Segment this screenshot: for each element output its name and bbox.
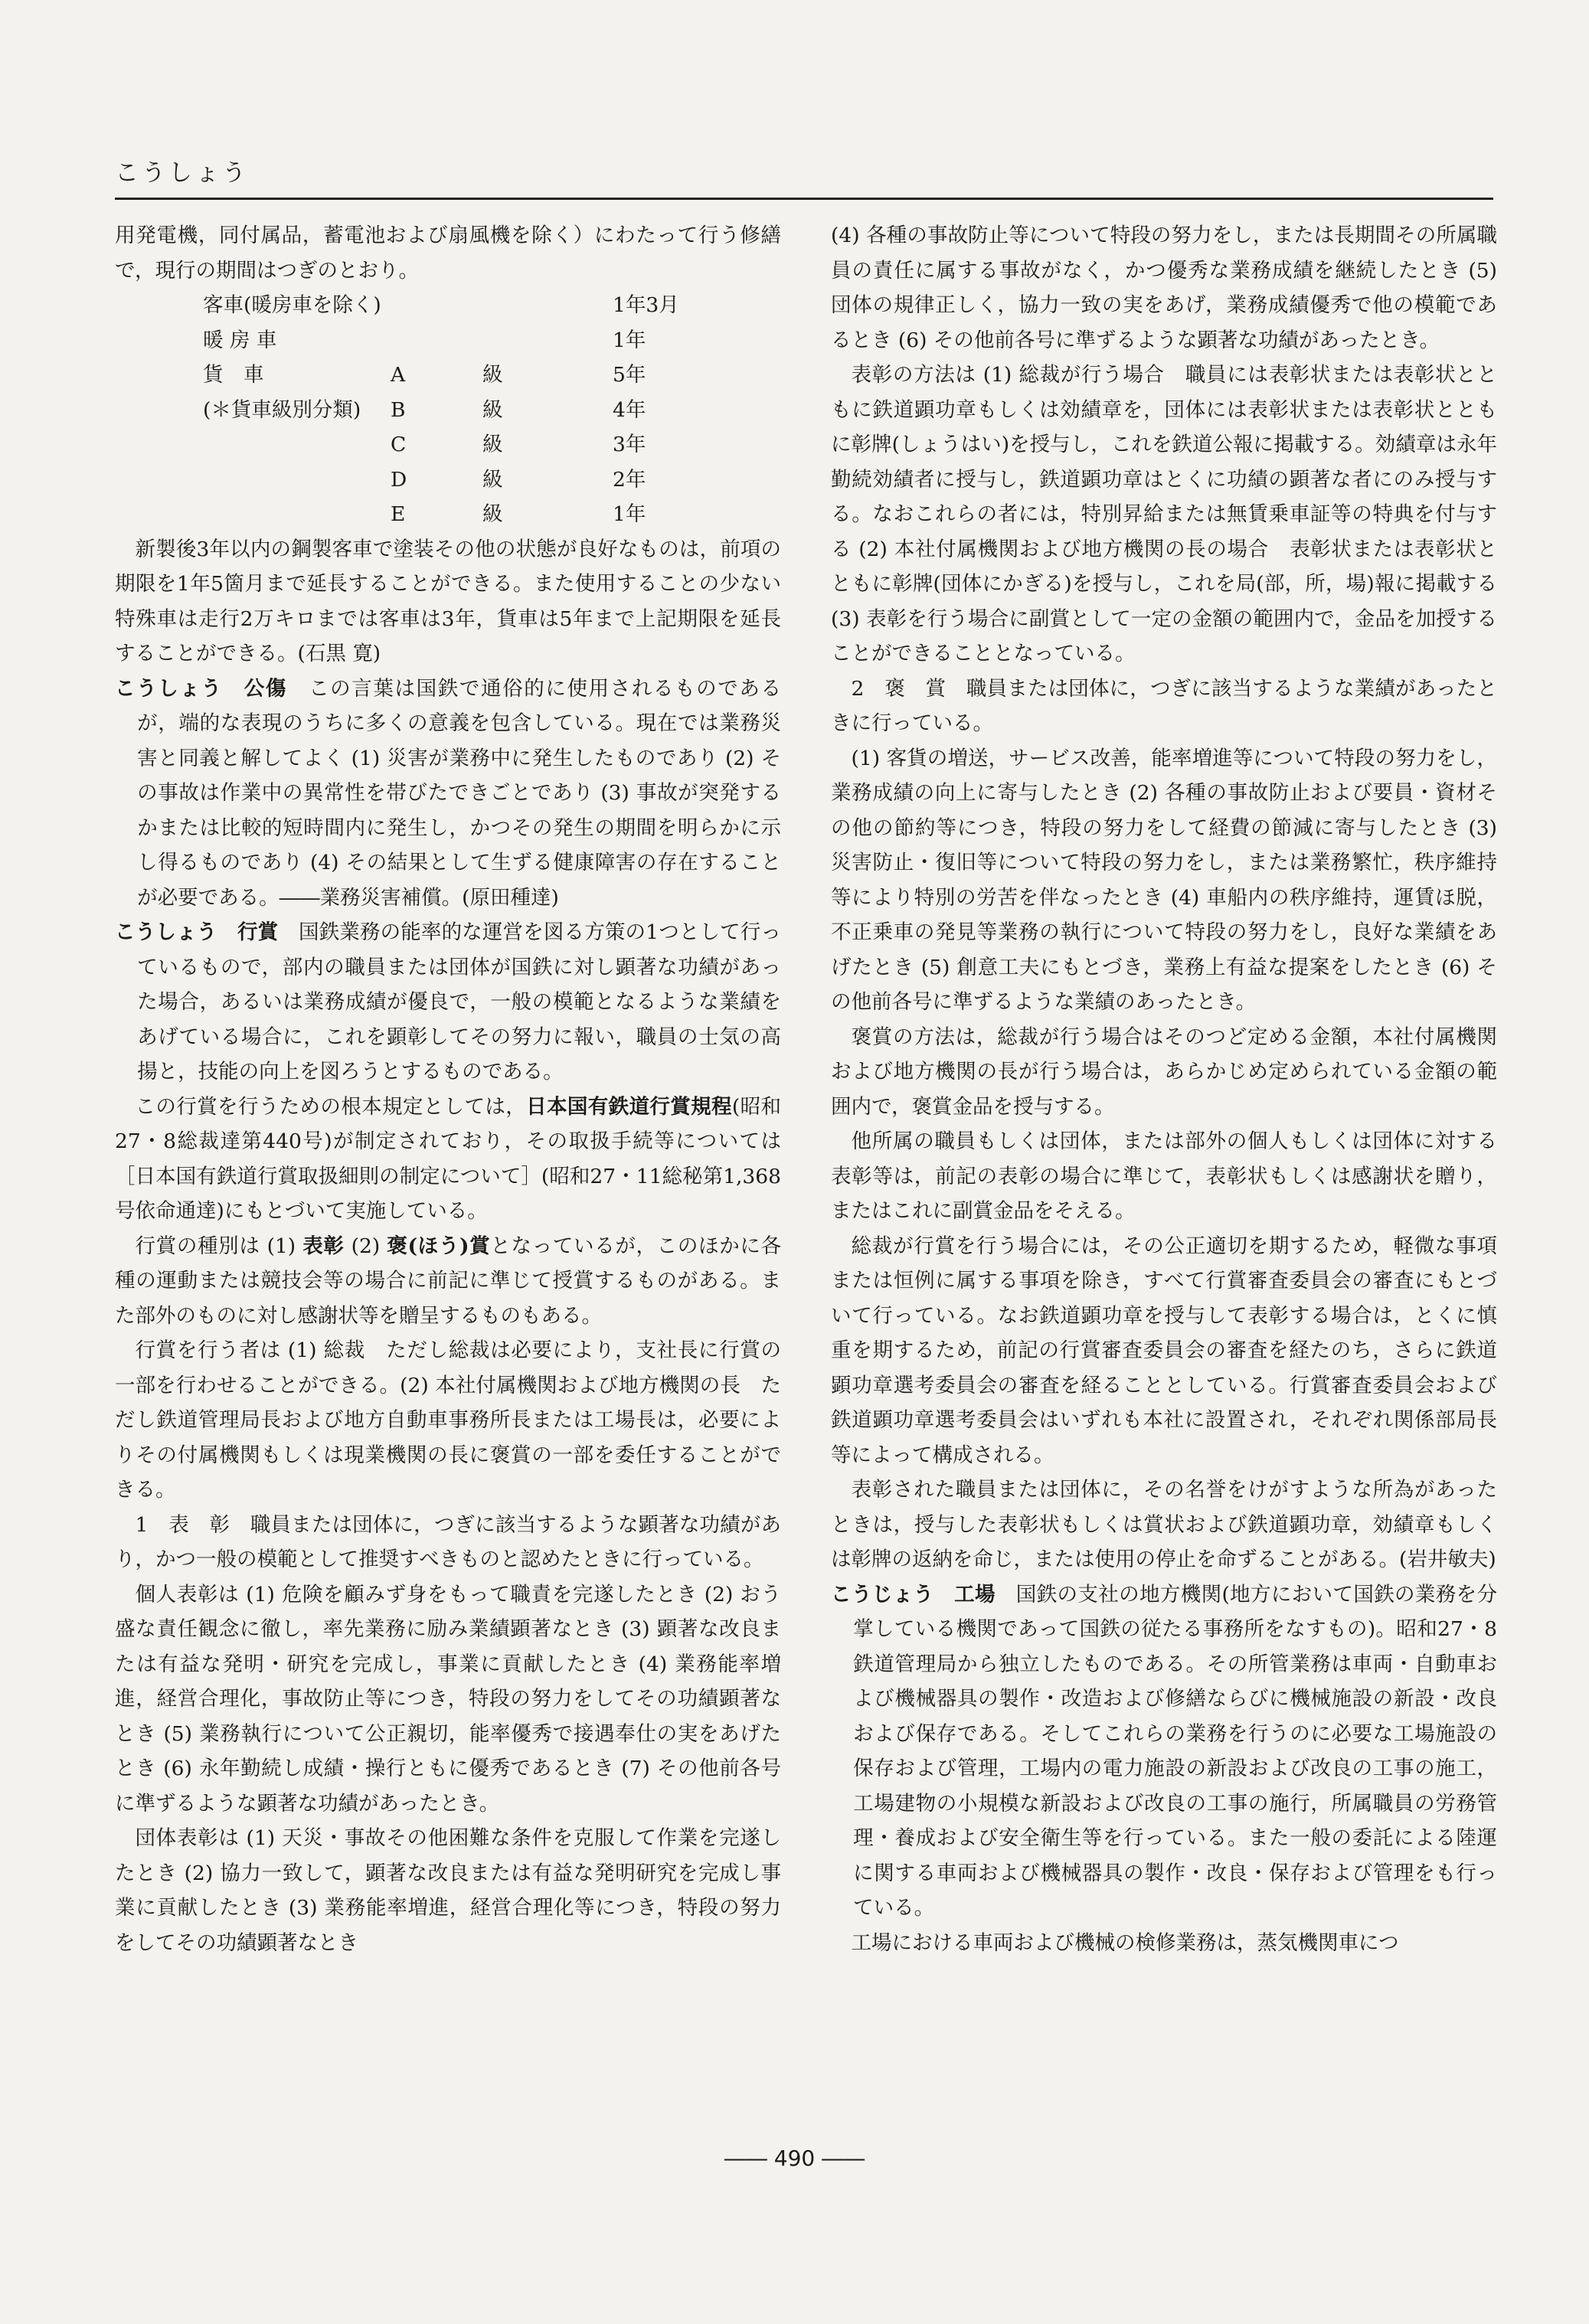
table-cell xyxy=(391,323,482,358)
left-column xyxy=(115,218,781,1960)
who-paragraph: 行賞を行う者は (1) 総裁 ただし総裁は必要により，支社長に行賞の一部を行わせることができる。(2) 本社付属機関および地方機関の長 ただし鉄道管理局長および地方自動車事務所長または工場長は，必要によりその付属機関もしくは現業機関の長に褒賞の一部を委任することができる。 xyxy=(115,1339,781,1502)
table-row xyxy=(115,323,781,358)
table-cell xyxy=(115,463,391,498)
running-header: こうしょう xyxy=(115,159,249,187)
rule-paragraph xyxy=(115,1090,781,1229)
header-rule xyxy=(115,198,1493,200)
group-paragraph: 団体表彰は (1) 天災・事故その他困難な条件を克服して作業を完遂したとき (2) 協力一致して，顕著な改良または有益な発明研究を完成し事業に貢献したとき (3) 業務能率増進，経営合理化等につき，特段の努力をしてその功績顕著なとき xyxy=(115,1826,781,1955)
right-column xyxy=(831,218,1497,1960)
table-cell: 1年3月 xyxy=(613,293,679,317)
continued-paragraph: (4) 各種の事故防止等について特段の努力をし，または長期間その所属職員の責任に属する事故がなく，かつ優秀な業務成績を継続したとき (5) 団体の規律正しく，協力一致の実をあげ，業務成績優秀で他の模範であるとき (6) その他前各号に準ずるような顕著な功績があったとき。 xyxy=(831,224,1497,352)
table-cell: 2年 xyxy=(613,467,646,492)
table-row xyxy=(115,427,781,463)
entry-koujou-factory xyxy=(831,1577,1497,1926)
table-cell: 客車(暖房車を除く) xyxy=(203,293,381,317)
text: この行賞を行うための根本規定としては， xyxy=(135,1094,527,1119)
table-cell: A xyxy=(391,363,406,387)
headword: こうしょう 公傷 xyxy=(115,676,287,701)
table-row xyxy=(115,288,781,323)
entry-koushou-injury xyxy=(115,672,781,916)
headword: こうじょう 工場 xyxy=(831,1582,996,1607)
table-cell: D xyxy=(391,467,407,492)
award-method-paragraph: 褒賞の方法は，総裁が行う場合はそのつど定める金額，本社付属機関および地方機関の長が行う場合は，あらかじめ定められている金額の範囲内で，褒賞金品を授与する。 xyxy=(831,1025,1497,1119)
intro-paragraph: 用発電機，同付属品，蓄電池および扇風機を除く）にわたって行う修繕で，現行の期間はつぎのとおり。 xyxy=(115,224,781,283)
table-row xyxy=(115,393,781,428)
reward-list-paragraph: (1) 客貨の増送，サービス改善，能率増進等について特段の努力をし，業務成績の向上に寄与したとき (2) 各種の事故防止および要員・資材その他の節約等につき，特段の努力をして経費の節減に寄与したとき (3) 災害防止・復旧等について特段の努力をし，または業務繁忙，秩序維持等により特別の労苦を伴なったとき (4) 車船内の秩序維持，運賃ほ脱，不正乗車の発見等業務の執行について特段の努力をし，良好な業績をあげたとき (5) 創意工夫にもとづき，業務上有益な提案をしたとき (6) その他前各号に準ずるような業績のあったとき。 xyxy=(831,746,1497,1014)
revoke-paragraph: 表彰された職員または団体に，その名誉をけがすような所為があったときは，授与した表彰状もしくは賞状および鉄道顕功章，効績章もしくは彰牌の返納を命じ，または使用の停止を命ずることがある。(岩井敏夫) xyxy=(831,1478,1497,1571)
table-cell: 3年 xyxy=(613,433,646,456)
table-cell: B xyxy=(391,397,406,422)
table-cell: 4年 xyxy=(613,397,646,422)
term: 表彰 xyxy=(302,1234,345,1258)
table-row xyxy=(115,497,781,532)
table-cell xyxy=(482,323,613,358)
table-cell: 級 xyxy=(482,467,503,492)
method-paragraph: 表彰の方法は (1) 総裁が行う場合 職員には表彰状または表彰状とともに鉄道顕功章もしくは効績章を，団体には表彰状または表彰状とともに彰牌(しょうはい)を授与し，これを鉄道公報に掲載する。効績章は永年勤続効績者に授与し，鉄道顕功章はとくに功績の顕著な者にのみ授与する。なおこれらの者には，特別昇給または無賃乗車証等の特典を付与する (2) 本社付属機関および地方機関の長の場合 表彰状または表彰状とともに彰牌(団体にかぎる)を授与し，これを局(部，所，場)報に掲載する (3) 表彰を行う場合に副賞として一定の金額の範囲内で，金品を加授することができることとなっている。 xyxy=(831,363,1497,665)
table-cell: 級 xyxy=(482,397,503,422)
table-cell: E xyxy=(391,502,406,526)
entry-text: 国鉄業務の能率的な運営を図る方策の1つとして行っているもので，部内の職員または団体が国鉄に対し顕著な功績があった場合，あるいは業務成績が優良で，一般の模範となるような業績をあげている場合に，これを顕彰してその努力に報い，職員の士気の高揚と，技能の向上を図ろうとするものである。 xyxy=(137,920,781,1084)
other-paragraph: 他所属の職員もしくは団体，または部外の個人もしくは団体に対する表彰等は，前記の表彰の場合に準じて，表彰状もしくは感謝状を贈り，またはこれに副賞金品をそえる。 xyxy=(831,1129,1497,1223)
entry-koushou-award xyxy=(115,915,781,1090)
table-cell: 級 xyxy=(482,502,503,526)
term: 褒(ほう)賞 xyxy=(387,1234,491,1258)
kind-paragraph xyxy=(115,1229,781,1334)
text: 行賞の種別は (1) xyxy=(135,1234,303,1258)
table-cell: 1年 xyxy=(613,328,646,352)
table-cell xyxy=(391,288,482,323)
table-cell xyxy=(115,497,391,532)
individual-paragraph: 個人表彰は (1) 危険を顧みず身をもって職責を完遂したとき (2) おう盛な責任観念に徹し，率先業務に励み業績顕著なとき (3) 顕著な改良または有益な発明・研究を完成し，事業に貢献したとき (4) 業務能率増進，経営合理化，事故防止等につき，特段の努力をしてその功績顕著なとき (5) 業務執行について公正親切，能率優秀で接遇奉仕の実をあげたとき (6) 永年勤続し成績・操行ともに優秀であるとき (7) その他前各号に準ずるような顕著な功績があったとき。 xyxy=(115,1582,781,1816)
entry-text: 国鉄の支社の地方機関(地方において国鉄の業務を分掌している機関であって国鉄の従たる事務所をなすもの)。昭和27・8鉄道管理局から独立したものである。その所管業務は車両・自動車および機械器具の製作・改造および修繕ならびに機械施設の新設・改良および保存である。そしてこれらの業務を行うのに必要な工場施設の保存および管理，工場内の電力施設の新設および改良の工事の施工，工場建物の小規模な新設および改良の工事の施行，所属職員の労務管理・養成および安全衛生等を行っている。また一般の委託による陸運に関する車両および機械器具の製作・改良・保存および管理をも行っている。 xyxy=(853,1582,1498,1920)
table-cell: 級 xyxy=(482,363,503,387)
headword: こうしょう 行賞 xyxy=(115,920,279,944)
inspection-period-table xyxy=(115,288,781,532)
entry-text: この言葉は国鉄で通俗的に使用されるものであるが，端的な表現のうちに多くの意義を包含している。現在では業務災害と同義と解してよく (1) 災害が業務中に発生したものであり (2) その事故は作業中の異常性を帯びたできごとであり (3) 事故が突発するかまたは比較的短時間内に発生し，かつその発生の期間を明らかに示し得るものであり (4) その結果として生ずる健康障害の存在することが必要である。――業務災害補償。(原田種達) xyxy=(137,676,782,910)
table-cell: 5年 xyxy=(613,363,646,387)
table-cell: (＊貨車級別分類) xyxy=(203,397,361,422)
term: 日本国有鉄道行賞規程 xyxy=(526,1094,732,1119)
section-reward: 2 褒 賞 職員または団体に，つぎに該当するような業績があったときに行っている。 xyxy=(831,676,1497,735)
text: となっているが，このほかに各種の運動または競技会等の場合に前記に準じて授賞するものがある。また部外のものに対し感謝状等を贈呈するものもある。 xyxy=(115,1234,782,1328)
table-cell: 1年 xyxy=(613,502,646,526)
text: (2) xyxy=(344,1234,387,1258)
table-cell: 貨 車 xyxy=(203,363,264,387)
table-cell: 暖 房 車 xyxy=(203,328,277,352)
table-row xyxy=(115,358,781,393)
new-car-paragraph: 新製後3年以内の鋼製客車で塗装その他の状態が良好なものは，前項の期限を1年5箇月まで延長することができる。また使用することの少ない特殊車は走行2万キロまでは客車は3年，貨車は5年まで上記期限を延長することができる。(石黒 寛) xyxy=(115,537,781,665)
text: (昭和27・8総裁達第440号)が制定されており，その取扱手続等については［日本国有鉄道行賞取扱細則の制定について］(昭和27・11総秘第1,368号依命通達)にもとづいて実施している。 xyxy=(115,1094,782,1223)
page-number: ―― 490 ―― xyxy=(724,2146,865,2171)
table-row xyxy=(115,463,781,498)
table-cell: 級 xyxy=(482,433,503,456)
review-paragraph: 総裁が行賞を行う場合には，その公正適切を期するため，軽微な事項または恒例に属する事項を除き，すべて行賞審査委員会の審査にもとづいて行っている。なお鉄道顕功章を授与して表彰する場合は，とくに慎重を期するため，前記の行賞審査委員会の審査を経たのち，さらに鉄道顕功章選考委員会の審査を経ることとしている。行賞審査委員会および鉄道顕功章選考委員会はいずれも本社に設置され，それぞれ関係部局長等によって構成される。 xyxy=(831,1234,1497,1467)
table-cell xyxy=(482,288,613,323)
last-paragraph: 工場における車両および機械の検修業務は，蒸気機関車につ xyxy=(851,1930,1399,1955)
table-cell: C xyxy=(391,433,407,456)
section-commendation: 1 表 彰 職員または団体に，つぎに該当するような顕著な功績があり，かつ一般の模範として推奨すべきものと認めたときに行っている。 xyxy=(115,1512,781,1571)
table-cell xyxy=(115,427,391,463)
